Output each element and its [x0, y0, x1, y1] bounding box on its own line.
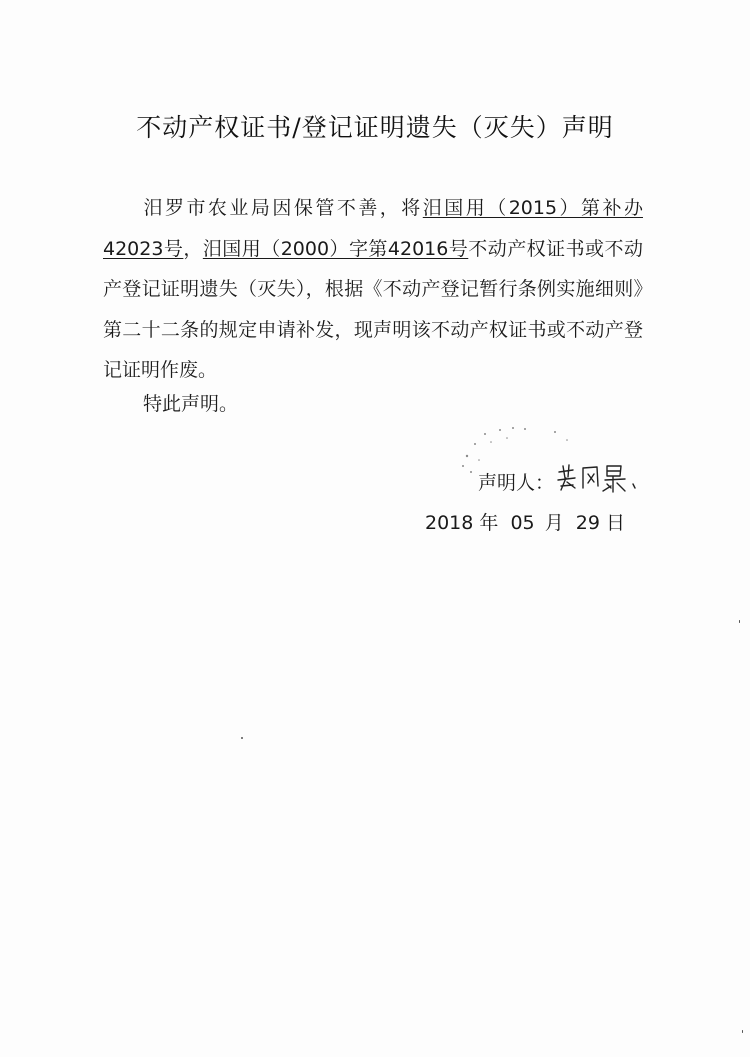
- statement-body: [103, 188, 643, 391]
- date-month-unit: 月: [544, 512, 564, 534]
- scan-speck: [739, 620, 740, 623]
- date-year: 2018: [425, 512, 474, 534]
- date-month: 05: [510, 512, 535, 534]
- statement-text-part1: 汨罗市农业局因保管不善，将: [141, 197, 423, 219]
- scan-speck: [241, 737, 243, 739]
- certificate-number-2: 汨国用（2000）字第42016号: [202, 237, 469, 260]
- declaration-date: [425, 508, 625, 535]
- date-day: 29: [575, 512, 600, 534]
- closing-phrase: 特此声明。: [143, 393, 239, 415]
- statement-separator: ，: [183, 237, 203, 260]
- declarant-label: 声明人：: [478, 472, 555, 494]
- document-title: 不动产权证书/登记证明遗失（灭失）声明: [136, 113, 614, 142]
- handwritten-signature: [555, 458, 645, 498]
- statement-text-part2: 不动产权证书或不动产登记证明遗失（灭失），根据《不动产登记暂行条例实施细则》第二十二条的规定申请补发，现声明该不动产权证书或不动产登记证明作废。: [103, 237, 643, 381]
- certificate-number-1: 汨国用（2015）第补办42023号: [103, 197, 643, 260]
- date-day-unit: 日: [606, 512, 626, 534]
- declarant-line: [478, 468, 554, 495]
- date-year-unit: 年: [479, 512, 499, 534]
- scan-speck: [742, 1030, 743, 1033]
